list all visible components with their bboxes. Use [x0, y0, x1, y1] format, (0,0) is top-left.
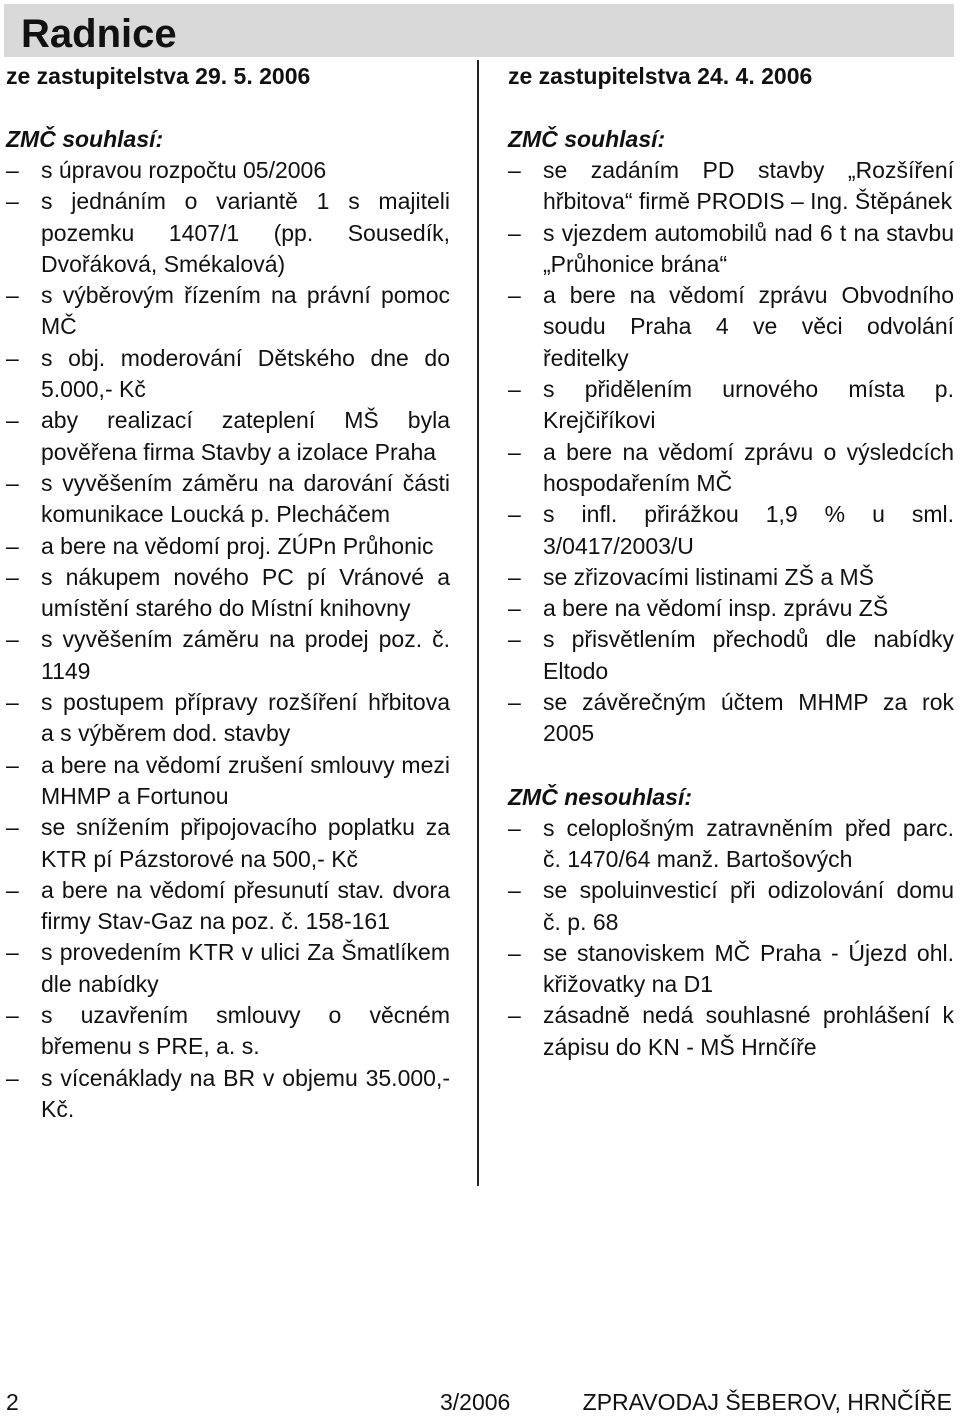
- dash-bullet: –: [6, 751, 19, 778]
- list-item-text: s přisvětlením přechodů dle nabídky Eltodo: [543, 626, 954, 684]
- dash-bullet: –: [6, 814, 19, 841]
- dash-bullet: –: [508, 501, 521, 528]
- list-item: [6, 875, 450, 938]
- right-group-heading-disapproves: ZMČ nesouhlasí:: [508, 783, 693, 810]
- column-divider: [477, 60, 479, 1186]
- list-item-text: se závěrečným účtem MHMP za rok 2005: [543, 689, 954, 747]
- list-item-text: s obj. moderování Dětského dne do 5.000,- Kč: [41, 344, 450, 403]
- list-item: [508, 593, 954, 624]
- page-title: Radnice: [21, 12, 177, 56]
- dash-bullet: –: [508, 282, 521, 309]
- list-item: [508, 155, 954, 218]
- list-item-text: s přidělením urnového místa p. Krejčiříkovi: [543, 376, 954, 434]
- list-item: [6, 624, 450, 687]
- list-item-text: s postupem přípravy rozšíření hřbitova a s výběrem dod. stavby: [41, 689, 450, 747]
- dash-bullet: –: [508, 157, 521, 183]
- dash-bullet: –: [508, 376, 521, 403]
- list-item-text: se snížením připojovacího poplatku za KTR pí Pázstorové na 500,- Kč: [41, 814, 450, 872]
- dash-bullet: –: [6, 626, 19, 653]
- list-item: [6, 750, 450, 813]
- dash-bullet: –: [6, 1064, 19, 1091]
- list-item-text: a bere na vědomí insp. zprávu ZŠ: [543, 595, 889, 622]
- list-item-text: s úpravou rozpočtu 05/2006: [41, 157, 327, 183]
- dash-bullet: –: [6, 282, 19, 309]
- dash-bullet: –: [508, 814, 521, 841]
- list-item: [508, 1000, 954, 1063]
- dash-bullet: –: [508, 219, 521, 246]
- dash-bullet: –: [6, 876, 19, 903]
- list-item-text: s vyvěšením záměru na prodej poz. č. 1149: [41, 626, 450, 684]
- dash-bullet: –: [6, 344, 19, 371]
- left-item-list: [6, 155, 450, 1125]
- list-item: [508, 218, 954, 281]
- list-item: [508, 624, 954, 687]
- dash-bullet: –: [6, 939, 19, 966]
- list-item-text: se stanoviskem MČ Praha - Újezd ohl. křižovatky na D1: [543, 939, 954, 998]
- list-item-text: s výběrovým řízením na právní pomoc MČ: [41, 282, 450, 340]
- list-item: [6, 155, 450, 186]
- list-item-text: zásadně nedá souhlasné prohlášení k zápisu do KN - MŠ Hrnčíře: [543, 1002, 954, 1060]
- list-item-text: a bere na vědomí zprávu o výsledcích hospodařením MČ: [543, 438, 954, 496]
- list-item-text: s infl. přirážkou 1,9 % u sml. 3/0417/2003/U: [543, 501, 954, 559]
- right-group-heading-approves: ZMČ souhlasí:: [508, 126, 666, 152]
- list-item: [6, 343, 450, 406]
- list-item: [6, 562, 450, 625]
- list-item-text: s celoplošným zatravněním před parc. č. 1470/64 manž. Bartošových: [543, 814, 954, 872]
- list-item-text: s provedením KTR v ulici Za Šmatlíkem dle nabídky: [41, 939, 450, 997]
- header-bar: [4, 4, 954, 57]
- list-item-text: a bere na vědomí přesunutí stav. dvora firmy Stav-Gaz na poz. č. 158-161: [41, 876, 450, 935]
- list-item: [508, 437, 954, 500]
- list-item: [508, 938, 954, 1001]
- footer-issue: 3/2006: [440, 1389, 511, 1415]
- list-item: [508, 875, 954, 938]
- page-footer: [0, 1389, 960, 1419]
- list-item-text: s uzavřením smlouvy o věcném břemenu s PRE, a. s.: [41, 1002, 450, 1060]
- list-item-text: s vyvěšením záměru na darování části komunikace Loucká p. Plecháčem: [41, 469, 450, 528]
- dash-bullet: –: [6, 188, 19, 215]
- list-item: [6, 186, 450, 280]
- left-group-heading-approves: ZMČ souhlasí:: [6, 126, 164, 152]
- dash-bullet: –: [508, 563, 521, 590]
- right-column: [508, 60, 954, 1063]
- list-item-text: s nákupem nového PC pí Vránové a umístění starého do Místní knihovny: [41, 563, 450, 622]
- list-item: [6, 1063, 450, 1126]
- list-item-text: s vjezdem automobilů nad 6 t na stavbu „Průhonice brána“: [543, 219, 954, 277]
- list-item-text: a bere na vědomí zrušení smlouvy mezi MHMP a Fortunou: [41, 751, 450, 809]
- dash-bullet: –: [508, 595, 521, 622]
- list-item: [6, 531, 450, 562]
- dash-bullet: –: [6, 157, 19, 183]
- list-item: [508, 687, 954, 750]
- list-item: [6, 937, 450, 1000]
- list-item-text: a bere na vědomí proj. ZÚPn Průhonic: [41, 532, 434, 559]
- dash-bullet: –: [508, 626, 521, 653]
- list-item-text: se zadáním PD stavby „Rozšíření hřbitova“ firmě PRODIS – Ing. Štěpánek: [543, 157, 954, 215]
- dash-bullet: –: [508, 939, 521, 966]
- list-item: [6, 812, 450, 875]
- dash-bullet: –: [508, 438, 521, 465]
- right-item-list-approves: [508, 155, 954, 750]
- dash-bullet: –: [6, 469, 19, 496]
- list-item: [6, 468, 450, 531]
- list-item-text: se spoluinvesticí při odizolování domu č. p. 68: [543, 877, 954, 935]
- dash-bullet: –: [6, 532, 19, 559]
- list-item: [508, 374, 954, 437]
- right-item-list-disapproves: [508, 813, 954, 1063]
- list-item-text: aby realizací zateplení MŠ byla pověřena firma Stavby a izolace Praha: [41, 407, 450, 465]
- dash-bullet: –: [6, 1002, 19, 1029]
- dash-bullet: –: [508, 877, 521, 904]
- list-item: [508, 562, 954, 593]
- list-item: [6, 280, 450, 343]
- list-item: [508, 813, 954, 876]
- dash-bullet: –: [6, 689, 19, 716]
- footer-publication: ZPRAVODAJ ŠEBEROV, HRNČÍŘE: [582, 1389, 952, 1415]
- list-item-text: se zřizovacími listinami ZŠ a MŠ: [543, 563, 875, 590]
- list-item: [6, 1000, 450, 1063]
- list-item-text: a bere na vědomí zprávu Obvodního soudu Praha 4 ve věci odvolání ředitelky: [543, 282, 954, 371]
- dash-bullet: –: [6, 563, 19, 590]
- list-item: [508, 280, 954, 374]
- left-column: [6, 60, 450, 1125]
- list-item-text: s jednáním o variantě 1 s majiteli pozemku 1407/1 (pp. Sousedík, Dvořáková, Smékalová): [41, 188, 450, 277]
- dash-bullet: –: [508, 1002, 521, 1029]
- right-section-heading: ze zastupitelstva 24. 4. 2006: [508, 63, 813, 89]
- footer-page-number: 2: [6, 1389, 19, 1415]
- dash-bullet: –: [6, 407, 19, 434]
- dash-bullet: –: [508, 689, 521, 716]
- list-item: [6, 405, 450, 468]
- list-item-text: s vícenáklady na BR v objemu 35.000,- Kč.: [41, 1064, 450, 1122]
- list-item: [6, 687, 450, 750]
- left-section-heading: ze zastupitelstva 29. 5. 2006: [6, 63, 311, 89]
- list-item: [508, 499, 954, 562]
